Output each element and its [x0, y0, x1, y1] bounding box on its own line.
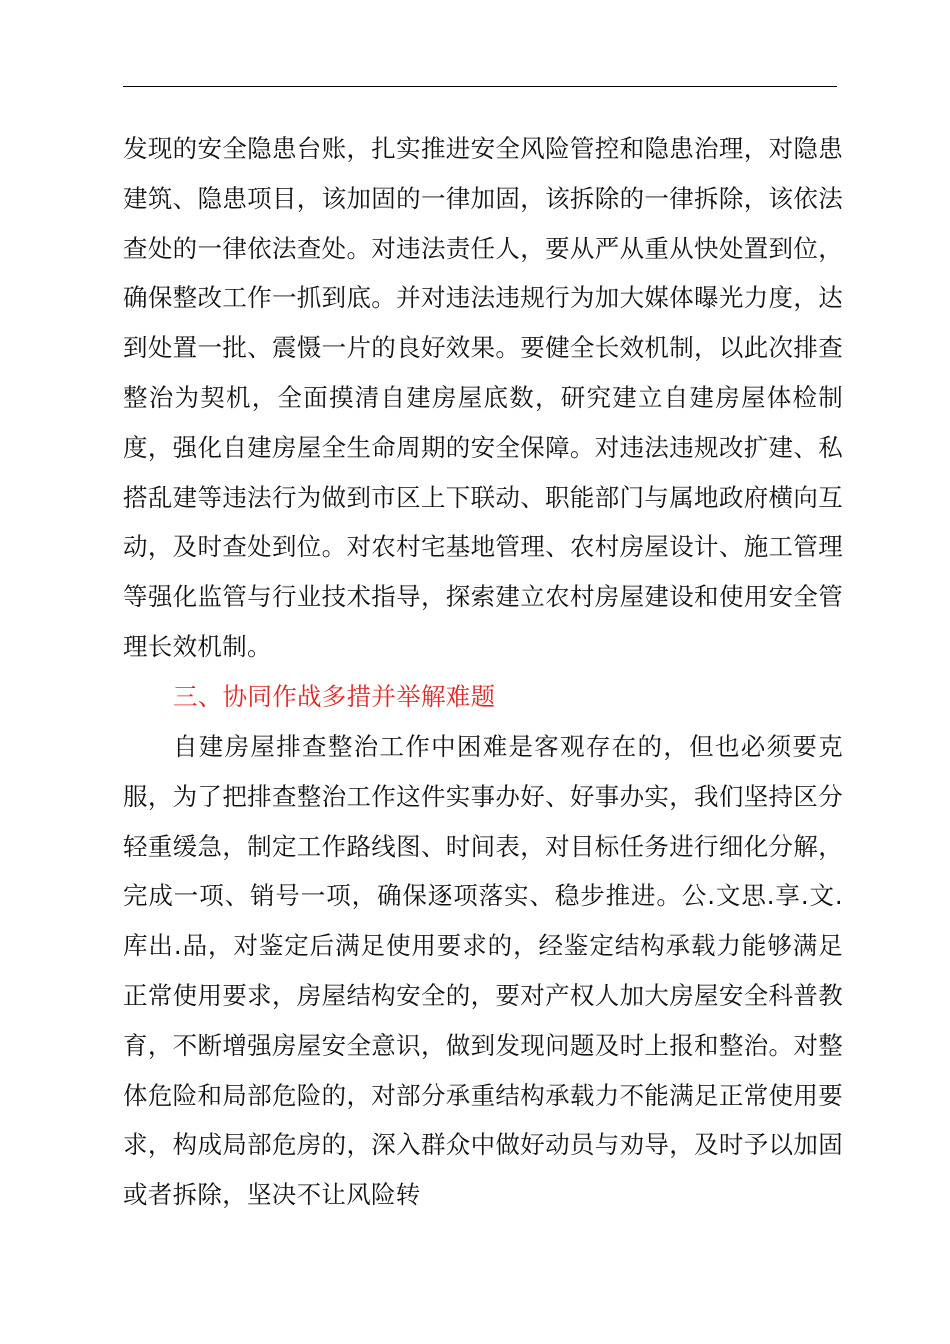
section-heading: 三、协同作战多措并举解难题: [173, 682, 496, 711]
body-paragraph-1: 发现的安全隐患台账，扎实推进安全风险管控和隐患治理，对隐患建筑、隐患项目，该加固的一律加固，该拆除的一律拆除，该依法查处的一律依法查处。对违法责任人，要从严从重从快处置到位，确保整改工作一抓到底。并对违法违规行为加大媒体曝光力度，达到处置一批、震慑一片的良好效果。要健全长效机制，以此次排查整治为契机，全面摸清自建房屋底数，研究建立自建房屋体检制度，强化自建房屋全生命周期的安全保障。对违法违规改扩建、私搭乱建等违法行为做到市区上下联动、职能部门与属地政府横向互动，及时查处到位。对农村宅基地管理、农村房屋设计、施工管理等强化监管与行业技术指导，探索建立农村房屋建设和使用安全管理长效机制。: [123, 134, 843, 661]
body-paragraph-2: 自建房屋排查整治工作中困难是客观存在的，但也必须要克服，为了把排查整治工作这件实事办好、好事办实，我们坚持区分轻重缓急，制定工作路线图、时间表，对目标任务进行细化分解，完成一项、销号一项，确保逐项落实、稳步推进。公.文思.享.文.库出.品，对鉴定后满足使用要求的，经鉴定结构承载力能够满足正常使用要求，房屋结构安全的，要对产权人加大房屋安全科普教育，不断增强房屋安全意识，做到发现问题及时上报和整治。对整体危险和局部危险的，对部分承重结构承载力不能满足正常使用要求，构成局部危房的，深入群众中做好动员与劝导，及时予以加固或者拆除，坚决不让风险转: [123, 732, 843, 1210]
header-rule: [123, 86, 837, 87]
